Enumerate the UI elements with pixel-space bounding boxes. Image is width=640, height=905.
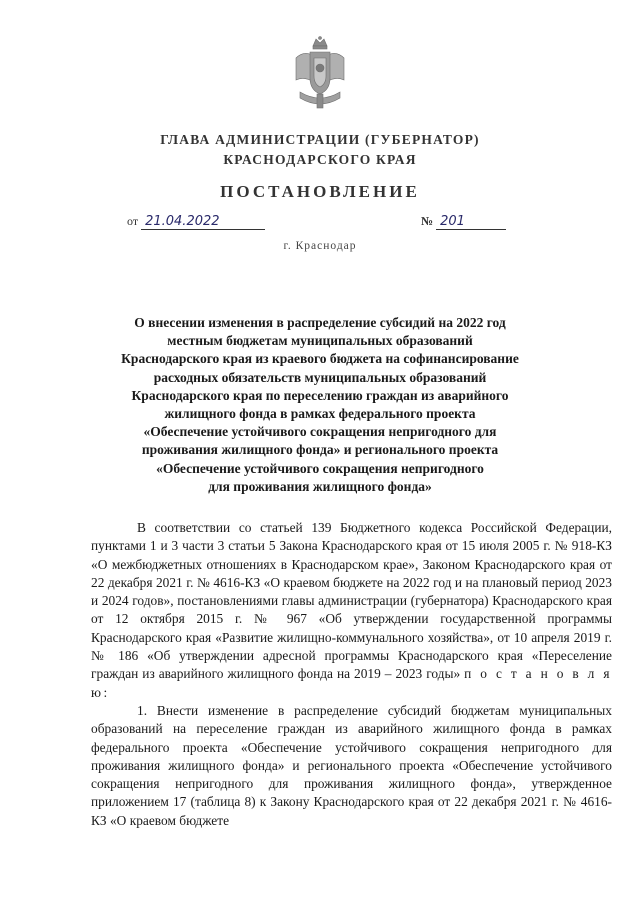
title-line: для проживания жилищного фонда» xyxy=(208,478,432,494)
document-body xyxy=(91,519,612,830)
number-value: 201 xyxy=(436,215,506,230)
title-line: «Обеспечение устойчивого сокращения непригодного для xyxy=(143,424,497,440)
body-paragraph-item-1: 1. Внести изменение в распределение субсидий бюджетам муниципальных образований на переселение граждан из аварийного жилищного фонда в рамках федерального проекта «Обеспечение устойчивого сокращения непригодного для проживания жилищного фонда» и регионального проекта «Обеспечение устойчивого сокращения непригодного для проживания жилищного фонда», утвержденное приложением 17 (таблица 8) к Закону Краснодарского края от 22 декабря 2021 г. № 4616-КЗ «О краевом бюджете xyxy=(91,702,612,828)
city-line: г. Краснодар xyxy=(283,240,357,252)
decree-word: п о с т а н о в л я ю: xyxy=(91,666,612,700)
document-title xyxy=(110,314,530,496)
title-line: Краснодарского края по переселению граждан из аварийного xyxy=(131,387,509,403)
coat-of-arms-icon xyxy=(290,36,350,112)
date-label: от xyxy=(127,214,139,228)
title-line: «Обеспечение устойчивого сокращения непригодного xyxy=(156,460,484,476)
number-label: № xyxy=(421,214,434,228)
date-block xyxy=(127,214,265,230)
title-line: проживания жилищного фонда» и регионального проекта xyxy=(141,442,499,458)
body-paragraph-preamble xyxy=(91,519,612,702)
title-line: жилищного фонда в рамках федерального проекта xyxy=(164,406,476,422)
org-name-line1: ГЛАВА АДМИНИСТРАЦИИ (ГУБЕРНАТОР) xyxy=(160,132,480,147)
document-type: ПОСТАНОВЛЕНИЕ xyxy=(220,182,420,201)
title-line: местным бюджетам муниципальных образований xyxy=(167,333,473,349)
preamble-text: В соответствии со статьей 139 Бюджетного кодекса Российской Федерации, пунктами 1 и 3 части 3 статьи 5 Закона Краснодарского края от 15 июля 2005 г. № 918-КЗ «О межбюджетных отношениях в Краснодарском крае», Законом Краснодарского края от 22 декабря 2021 г. № 4616-КЗ «О краевом бюджете на 2022 год и на плановый период 2023 и 2024 годов», постановлениями главы администрации (губернатора) Краснодарского края от 12 октября 2015 г. № 967 «Об утверждении государственной программы Краснодарского края «Развитие жилищно-коммунального хозяйства», от 10 апреля 2019 г. № 186 «Об утверждении адресной программы Краснодарского края «Переселение граждан из аварийного жилищного фонда на 2019 – 2023 годы» xyxy=(91,520,612,682)
title-line: О внесении изменения в распределение субсидий на 2022 год xyxy=(134,315,506,330)
org-name-line2: КРАСНОДАРСКОГО КРАЯ xyxy=(223,152,417,167)
date-value: 21.04.2022 xyxy=(141,215,265,230)
number-block xyxy=(421,214,506,230)
title-line: расходных обязательств муниципальных образований xyxy=(153,369,487,385)
title-line: Краснодарского края из краевого бюджета на софинансирование xyxy=(121,351,519,367)
